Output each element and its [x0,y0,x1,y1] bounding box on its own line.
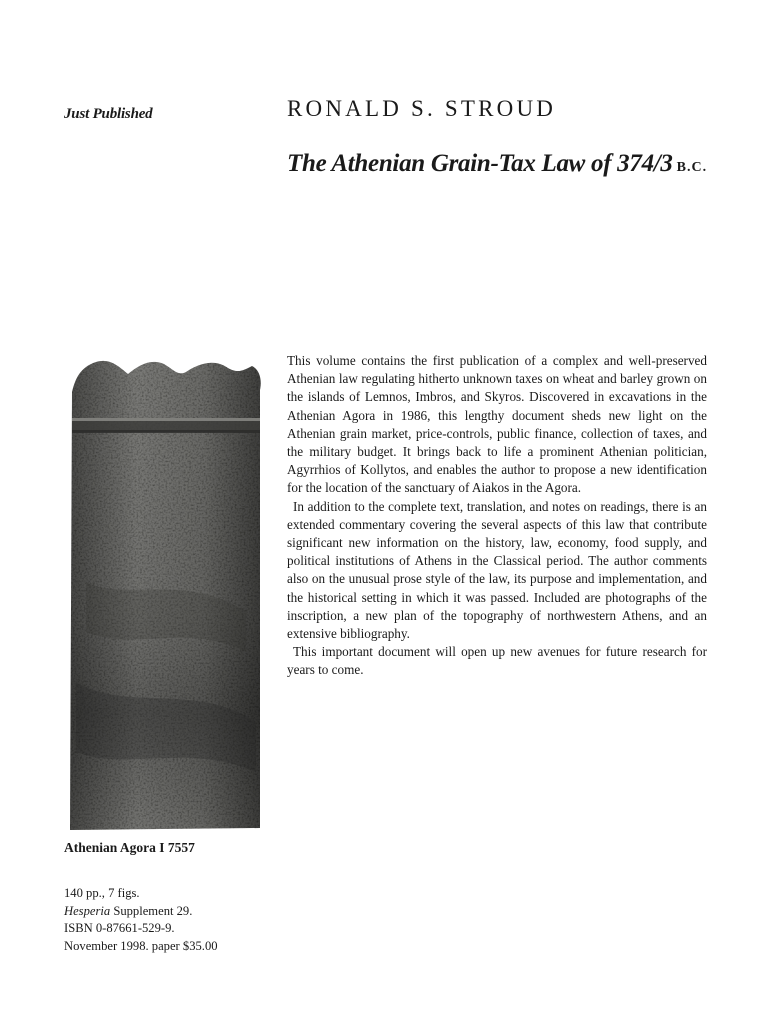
page-count: 140 pp., 7 figs. [64,886,140,900]
series-line [64,903,218,921]
isbn: ISBN 0-87661-529-9. [64,921,175,935]
description-paragraph: This volume contains the first publication of a complex and well-preserved Athenian law regulating hitherto unknown taxes on wheat and barley grown on the islands of Lemnos, Imbros, and Skyros. Discovered in excavations in the Athenian Agora in 1986, this lengthy document sheds new light on the Athenian grain market, price-controls, public finance, collection of taxes, and the military budget. It brings back to life a prominent Athenian politician, Agyrrhios of Kollytos, and enables the author to propose a new identification for the location of the sanctuary of Aiakos in the Agora. [287,353,707,496]
figure-caption: Athenian Agora I 7557 [64,840,195,855]
stele-image [66,352,266,836]
series-number: Supplement 29. [110,903,193,918]
date-price: November 1998. paper $35.00 [64,938,218,953]
author-name: RONALD S. STROUD [287,96,557,121]
publication-details [64,885,218,955]
description-paragraph: This important document will open up new avenues for future research for years to come. [287,644,707,678]
just-published-label: Just Published [64,106,153,122]
book-title-main: The Athenian Grain-Tax Law of 374/3 [287,150,673,177]
book-title-era: B.C. [676,160,708,175]
book-description [287,352,707,680]
book-title [287,150,707,178]
stele-photo [66,352,266,836]
series-name: Hesperia [64,903,111,918]
description-paragraph: In addition to the complete text, translation, and notes on readings, there is an extended commentary covering the several aspects of this law that contribute significant new information on the history, law, economy, food supply, and political institutions of Athens in the Classical period. The author comments also on the unusual prose style of the law, its purpose and implementation, and the historical setting in which it was passed. Included are photographs of the inscription, a new plan of the topography of northwestern Athens, and an extensive bibliography. [287,498,707,642]
